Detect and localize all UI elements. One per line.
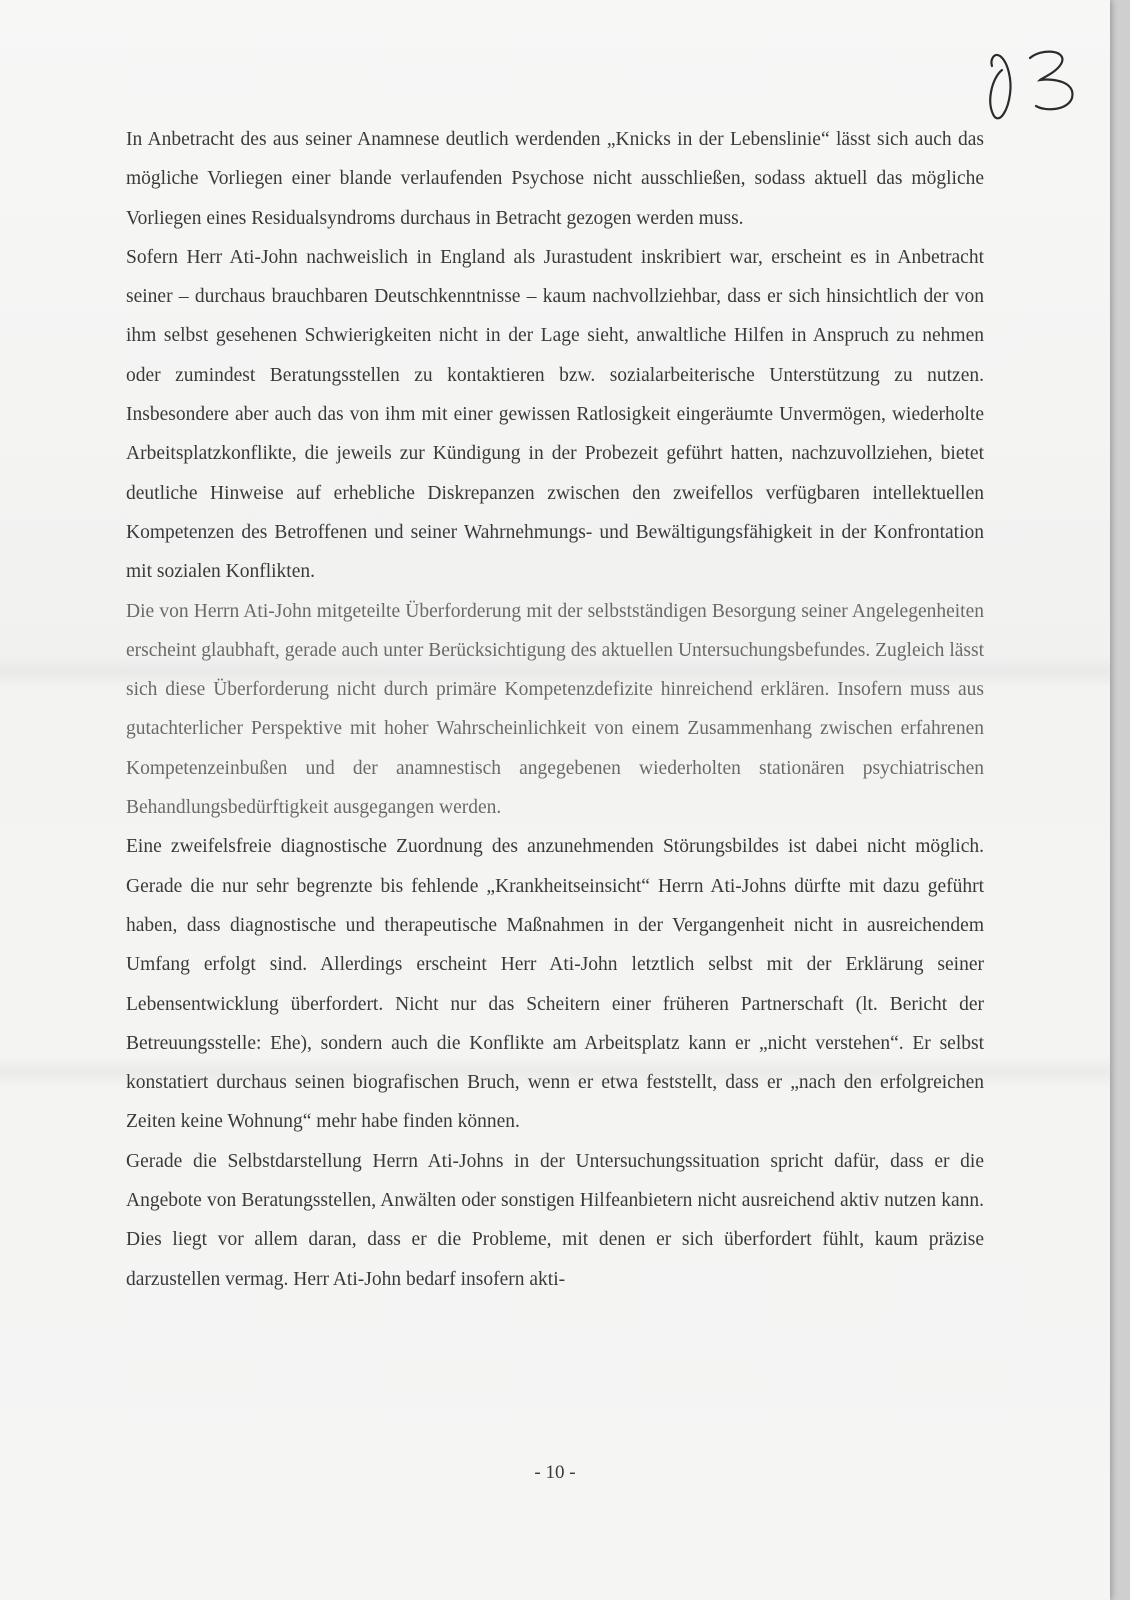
- paragraph-2: Sofern Herr Ati-John nachweislich in England als Jurastudent inskribiert war, erscheint es in Anbetracht seiner – durchaus brauchbaren Deutschkenntnisse – kaum nachvollziehbar, dass er sich hinsichtlich der von ihm selbst gesehenen Schwierigkeiten nicht in der Lage sieht, anwaltliche Hilfen in Anspruch zu nehmen oder zumindest Beratungsstellen zu kontaktieren bzw. sozialarbeiterische Unterstützung zu nutzen. Insbesondere aber auch das von ihm mit einer gewissen Ratlosigkeit eingeräumte Unvermögen, wiederholte Arbeitsplatzkonflikte, die jeweils zur Kündigung in der Probezeit geführt hatten, nachzuvollziehen, bietet deutliche Hinweise auf erhebliche Diskrepanzen zwischen den zweifellos verfügbaren intellektuellen Kompetenzen des Betroffenen und seiner Wahrnehmungs- und Bewältigungsfähigkeit in der Konfrontation mit sozialen Konflikten.: [126, 246, 984, 583]
- page-number: - 10 -: [534, 1462, 576, 1483]
- paragraph-5: Gerade die Selbstdarstellung Herrn Ati-Johns in der Untersuchungssituation spricht dafür, dass er die Angebote von Beratungsstellen, Anwälten oder sonstigen Hilfeanbietern nicht ausreichend aktiv nutzen kann. Dies liegt vor allem daran, dass er die Probleme, mit denen er sich überfordert fühlt, kaum präzise darzustellen vermag. Herr Ati-John bedarf insofern akti-: [126, 1150, 984, 1290]
- paragraph-3: Die von Herrn Ati-John mitgeteilte Überforderung mit der selbstständigen Besorgung seiner Angelegenheiten erscheint glaubhaft, gerade auch unter Berücksichtigung des aktuellen Untersuchungsbefundes. Zugleich lässt sich diese Überforderung nicht durch primäre Kompetenzdefizite hinreichend erklären. Insofern muss aus gutachterlicher Perspektive mit hoher Wahrscheinlichkeit von einem Zusammenhang zwischen erfahrenen Kompetenzeinbußen und der anamnestisch angegebenen wiederholten stationären psychiatrischen Behandlungsbedürftigkeit ausgegangen werden.: [126, 600, 984, 819]
- document-body: [126, 120, 984, 1299]
- paragraph-4: Eine zweifelsfreie diagnostische Zuordnung des anzunehmenden Störungsbildes ist dabei nicht möglich. Gerade die nur sehr begrenzte bis fehlende „Krankheitseinsicht“ Herrn Ati-Johns dürfte mit dazu geführt haben, dass diagnostische und therapeutische Maßnahmen in der Vergangenheit nicht in ausreichendem Umfang erfolgt sind. Allerdings erscheint Herr Ati-John letztlich selbst mit der Erklärung seiner Lebensentwicklung überfordert. Nicht nur das Scheitern einer früheren Partnerschaft (lt. Bericht der Betreuungsstelle: Ehe), sondern auch die Konflikte am Arbeitsplatz kann er „nicht verstehen“. Er selbst konstatiert durchaus seinen biografischen Bruch, wenn er etwa feststellt, dass er „nach den erfolgreichen Zeiten keine Wohnung“ mehr habe finden können.: [126, 836, 984, 1133]
- handwritten-page-mark: [980, 40, 1090, 130]
- paragraph-1: In Anbetracht des aus seiner Anamnese deutlich werdenden „Knicks in der Lebenslinie“ lässt sich auch das mögliche Vorliegen einer blande verlaufenden Psychose nicht ausschließen, sodass aktuell das mögliche Vorliegen eines Residualsyndroms durchaus in Betracht gezogen werden muss.: [126, 129, 984, 229]
